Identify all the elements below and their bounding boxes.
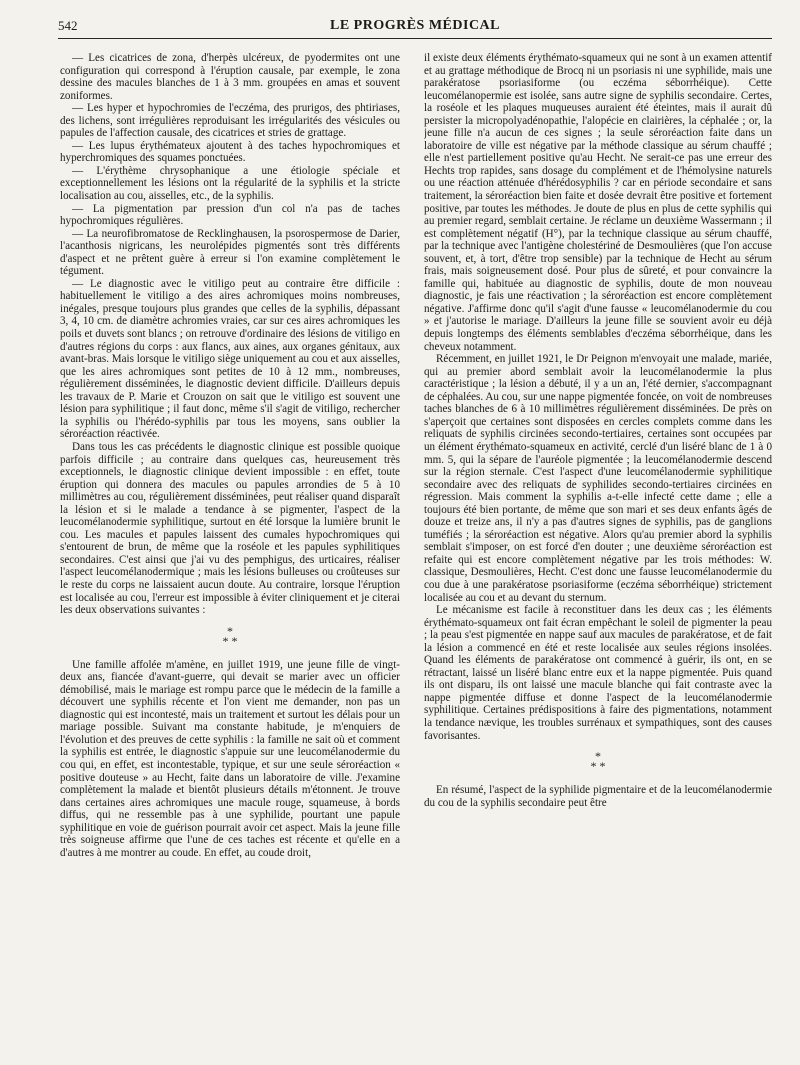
journal-title: LE PROGRÈS MÉDICAL xyxy=(329,18,501,33)
paragraph: — Les cicatrices de zona, d'herpès ulcéreux, de pyodermites ont une configuration qui correspond à l'éruption causale, par exemple, le zona dessine des macules blanches de 1 à 3 mm. groupées en amas et souvent zoniformes. xyxy=(60,52,400,102)
paragraph: Une famille affolée m'amène, en juillet 1919, une jeune fille de vingt-deux ans, fiancée d'avant-guerre, qui devait se marier avec un officier démobilisé, mais le mariage est rompu parce que le médecin de la famille a découvert une syphilis récente et l'on vient me demander, non pas un diagnostic qui est incontesté, mais un traitement et surtout les délais pour un mariage possible. Suivant ma constante habitude, je m'enquiers de l'évolution et des preuves de cette syphilis : la famille ne sait où et comment la syphilis est entrée, le diagnostic s'appuie sur une leucomélanodermie du cou qui, en effet, est incontestable, typique, et sur une seule séroréaction « positive douteuse » au Hecht, faite dans un laboratoire de ville. J'examine complètement la malade et bientôt plusieurs détails m'étonnent. Je trouve dans certaines aires achromiques une macule rouge, squameuse, à bords diffus, qui ne ressemble pas à une syphilide, pourtant une papule syphilitique en voie de guérison pourrait avoir cet aspect. Mais la jeune fille très soigneuse affirme que l'une de ces taches est récente et qu'elle en a d'autres à me montrer au coude. En effet, au coude droit, xyxy=(60,658,400,859)
left-column xyxy=(60,52,400,1060)
paragraph: — La pigmentation par pression d'un col n'a pas de taches hypochromiques régulières. xyxy=(60,202,400,228)
paragraph: — La neurofibromatose de Recklinghausen, la psorospermose de Darier, l'acanthosis nigricans, les neurolépides pigmentés sont très différents d'aspect et ne prêtent guère à erreur si l'on examine complètement le tégument. xyxy=(60,227,400,278)
section-separator-stars: * * * xyxy=(590,749,606,774)
header-rule xyxy=(58,38,772,39)
paragraph: — L'érythème chrysophanique a une étiologie spéciale et exceptionnellement les lésions ont la régularité de la syphilis et la stricte localisation au cou, aisselles, etc., de la syphilis. xyxy=(60,164,400,203)
right-column xyxy=(424,52,772,1060)
paragraph: Le mécanisme est facile à reconstituer dans les deux cas ; les éléments érythémato-squameux ont fait écran empêchant le soleil de pigmenter la peau ; la peau s'est pigmentée en nappe sauf aux macules de parakératose, et de fait la lésion a commencé en été et reste localisée aux seules régions insolées. Quand les éléments de parakératose ont commencé à guérir, ils ont, en se rétractant, laissé un liséré blanc entre eux et la nappe pigmentée. Puis quand ils ont disparu, ils ont laissé une macule blanche qui fait contraste avec la nappe pigmentée diffuse et donne l'aspect de la leucomélanodermie syphilitique. Certaines prédispositions à faire des pigmentations, notamment la tendance nævique, les troubles surrénaux et sympathiques, sont des causes favorisantes. xyxy=(424,604,772,742)
paragraph: — Les hyper et hypochromies de l'eczéma, des prurigos, des phtiriases, des lichens, sont irrégulières reproduisant les irrégularités des vésicules ou papules de l'affection causale, des cicatrices et stries de grattage. xyxy=(60,102,400,140)
page-number: 542 xyxy=(58,18,78,33)
paragraph: En résumé, l'aspect de la syphilide pigmentaire et de la leucomélanodermie du cou de la syphilis secondaire peut être xyxy=(424,784,772,809)
paragraph: il existe deux éléments érythémato-squameux qui ne sont à un examen attentif et au grattage méthodique de Brocq ni un psoriasis ni une syphilide, mais une parakératose psoriasiforme (ou eczéma séborrhéique). Cette leucomélanopermie est isolée, sans autre signe de syphilis secondaire. Certes, la roséole et les plaques muqueuses auraient été éteintes, mais il aurait dû persister la micropolyadénopathie, l'alopécie en clairières, la céphalée ; or, la jeune fille n'a aucun de ces signes ; la seule séroréaction faite dans un laboratoire de ville est négative par la méthode classique au sérum chauffé ; elle n'est partiellement positive qu'au Hecht. Ne serait-ce pas une erreur des Hechts trop rapides, sans dosage du complément et de l'hémolysine naturels ou une réaction atténuée d'hérédosyphilis ? car en période secondaire et sans traitement, la séroréaction bien faite et dosée devrait être positive et fortement positive, par toutes les méthodes. Je doute de plus en plus de cette syphilis qui au premier regard, semblait certaine. Je réclame un deuxième Wassermann ; il est complètement négatif (H°), par la technique classique au sérum chauffé, par la technique avec l'antigène cholestériné de Desmoulières (que l'on accuse souvent, et, à tort, d'être trop sensible) par la technique de Hecht au sérum frais, mais soigneusement dosé. Pour plus de sûreté, et pour convaincre la famille qui, habituée au diagnostic de syphilis, doute de mon nouveau diagnostic, je fais une réactivation ; la séroréaction est encore complètement négative. J'affirme donc qu'il s'agit d'une fausse « leucomélanodermie du cou » et j'autorise le mariage. D'ailleurs la jeune fille se souvient avoir eu déjà depuis longtemps des éléments semblables d'eczéma séborrhéique, dans les cheveux notamment. xyxy=(424,52,772,353)
paragraph: Récemment, en juillet 1921, le Dr Peignon m'envoyait une malade, mariée, qui au premier abord semblait avoir la leucomélanodermie la plus caractéristique ; la lésion a débuté, il y a un an, l'été dernier, s'accompagnant de céphalées. Au cou, sur une nappe pigmentée foncée, on voit de nombreuses taches blanches de 6 à 10 millimètres régulièrement disséminées. De près on s'aperçoit que certaines sont disposées en cercles complets comme dans les reliquats de syphilis circinées secondo-tertiaires, certaines sont occupées par un élément érythémato-squameux en activité, cerclé d'un liséré blanc de 1 à 0 mm. 5, qui la sépare de l'auréole pigmentée ; la leucomélanodermie descend sur la région sternale. C'est l'aspect d'une leucomélanodermie syphilitique secondaire avec des reliquats de syphilides secondo-tertiaires circinées en régression. Mais comment la syphilis a-t-elle infecté cette dame ; elle a toujours été bien portante, de même que son mari et ses deux enfants âgés de douze et treize ans, il n'y a pas d'autres signes de syphilis, pas de ganglions tuméfiés ; la séroréaction est négative. Alors qu'au premier abord la syphilis semblait s'imposer, on est forcé d'en douter ; une deuxième séroréaction est refaite qui est encore complètement négative par les trois méthodes: W. classique, Desmoulières, Hecht. C'est donc une fausse leucomélanodermie du cou due à une parakératose psoriasiforme (eczéma séborrhéique) strictement localisée au cou et au devant du sternum. xyxy=(424,353,772,604)
paragraph: — Les lupus érythémateux ajoutent à des taches hypochromiques et hyperchromiques des squames ponctuées. xyxy=(60,139,400,165)
paragraph: — Le diagnostic avec le vitiligo peut au contraire être difficile : habituellement le vitiligo a des aires achromiques moins nombreuses, inégales, presque toujours plus grandes que celles de la syphilis, dépassant 3, 4, 10 cm. de diamètre achromies vraies, car sur ces aires achromiques les poils et duvets sont blancs ; on retrouve d'ordinaire des lésions de vitiligo en d'autres régions du corps : aux flancs, aux aines, aux organes génitaux, aux avant-bras. Mais lorsque le vitiligo siège uniquement au cou et aux aisselles, que les aires achromiques sont petites de 10 à 12 mm., nombreuses, régulièrement disséminées, le diagnostic devient difficile. D'ailleurs depuis les travaux de P. Marie et Crouzon on sait que le vitiligo est souvent une lésion para syphilitique ; il faut donc, même s'il s'agit de vitiligo, rechercher la syphilis ou l'hérédo-syphilis par tous les moyens, sans oublier la séroréaction réactivée. xyxy=(60,277,400,441)
paragraph: Dans tous les cas précédents le diagnostic clinique est possible quoique parfois difficile ; au contraire dans quelques cas, heureusement très exceptionnels, le diagnostic clinique devient impossible : en effet, toute éruption qui donnera des macules ou papules arrondies de 5 à 10 millimètres au cou, régulièrement disséminées, peut réaliser quand disparaît la lésion et si le malade a tendance à se pigmenter, l'aspect de la leucomélanodermie syphilitique, surtout en été lorsque la lumière brunit le cou. Les macules et papules laissent des cumales hypochromiques qui s'entourent de brun, de même que la roséole et les papules syphilitiques secondaires. C'est ainsi que j'ai vu des pemphigus, des urticaires, réaliser l'aspect leucomélanodermique ; mais les lésions bulleuses ou croûteuses sur le reste du corps ne laissaient aucun doute. Au contraire, lorsque l'éruption est localisée au cou, l'erreur est impossible à éviter cliniquement et je citerai les deux observations suivantes : xyxy=(60,440,400,617)
section-separator-stars: * * * xyxy=(222,623,238,648)
page-header xyxy=(58,18,772,40)
